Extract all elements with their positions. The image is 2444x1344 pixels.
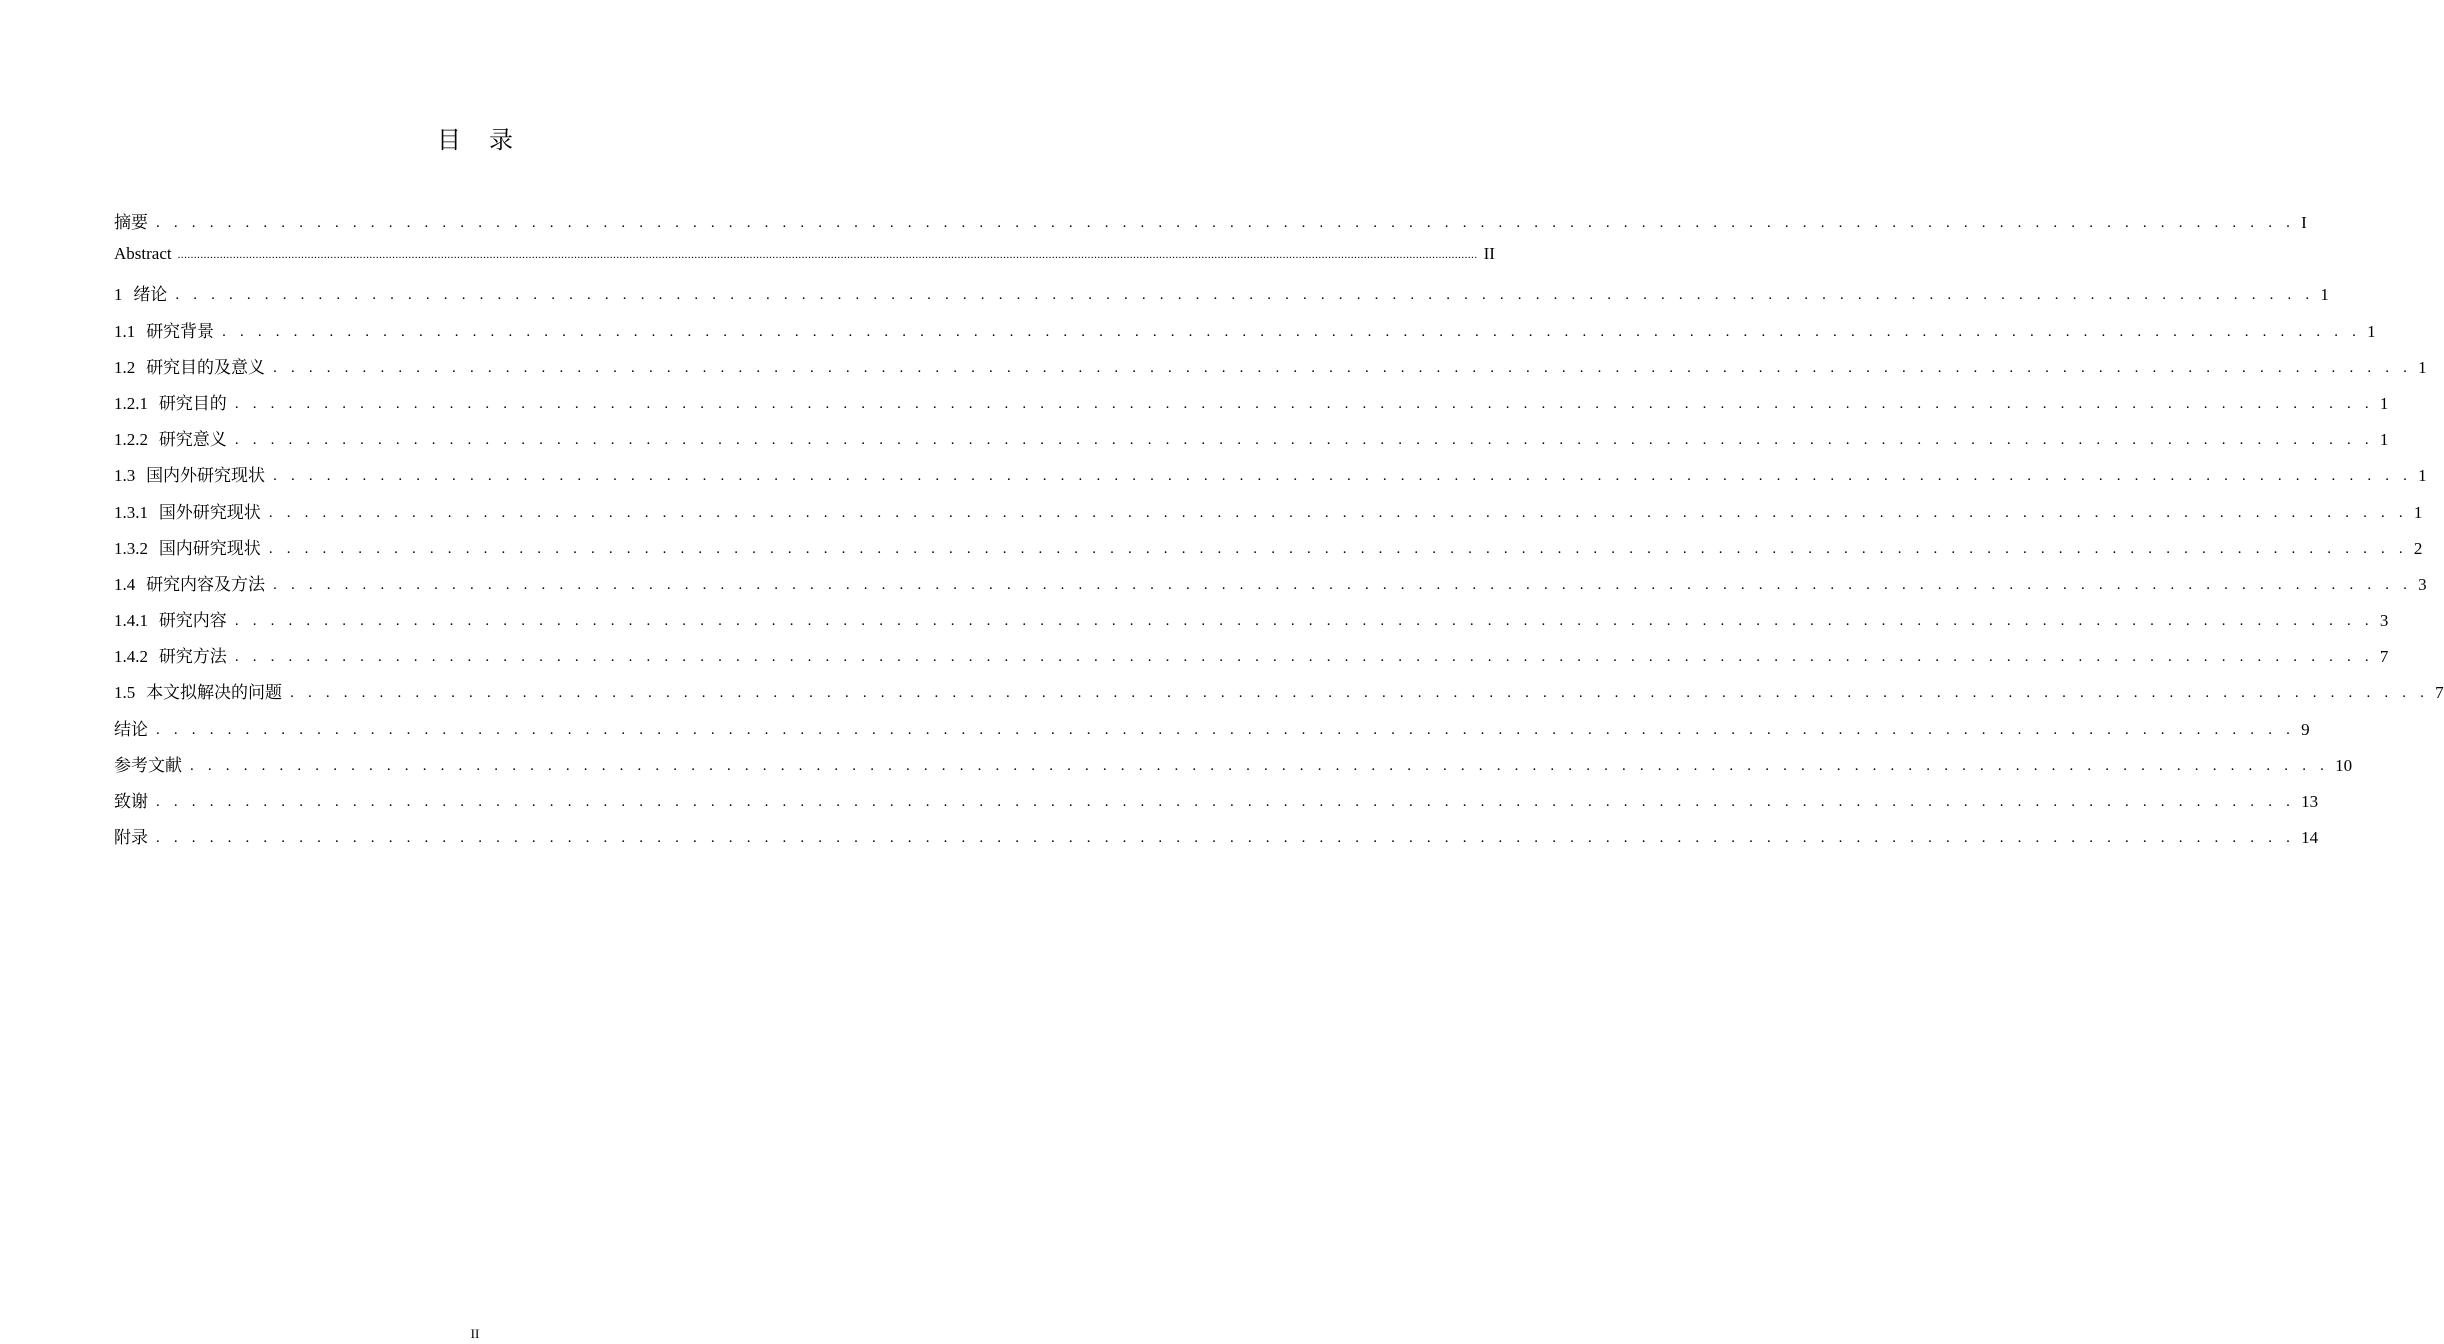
toc-entry-title: 附录 [114,828,148,849]
toc-entry[interactable] [114,534,2423,570]
toc-dot-leader: ................................................................................................................................................................................................................................................................................................................................................................................................................ [177,249,1478,262]
toc-dot-leader: . . . . . . . . . . . . . . . . . . . . . . . . . . . . . . . . . . . . . . . . . . . . . . . . . . . . . . . . . . . . . . . . . . . . . . . . . . . . . . . . . . . . . . . . . . . . . . . . . . . . . . . . . . . . . . . . . . . . . . . . [273,468,2413,485]
toc-entry-title: 研究方法 [158,647,227,668]
toc-dot-leader: . . . . . . . . . . . . . . . . . . . . . . . . . . . . . . . . . . . . . . . . . . . . . . . . . . . . . . . . . . . . . . . . . . . . . . . . . . . . . . . . . . . . . . . . . . . . . . . . . . . . . . . . . . . . . . . . . . . . . . . . [273,576,2413,593]
toc-entry[interactable] [114,244,1495,280]
toc-entry-number: 1.2.1 [114,393,148,413]
toc-entry-page: 14 [2301,828,2319,848]
toc-entry-page: 10 [2335,755,2353,775]
toc-entry-number: 1.3 [114,466,136,486]
toc-entry-label [114,244,172,264]
toc-entry-title: 研究意义 [158,430,227,451]
toc-entry[interactable] [114,317,2376,353]
toc-entry-label [114,534,261,559]
toc-entry-title: 国外研究现状 [158,502,261,523]
toc-dot-leader: . . . . . . . . . . . . . . . . . . . . . . . . . . . . . . . . . . . . . . . . . . . . . . . . . . . . . . . . . . . . . . . . . . . . . . . . . . . . . . . . . . . . . . . . . . . . . . . . . . . . . . . . . . . . . . . . . . . . . . . . [222,323,2362,340]
toc-entry-title: 研究背景 [146,321,215,342]
toc-entry-label [114,317,214,342]
toc-entry-title: 参考文献 [114,755,182,776]
toc-dot-leader: . . . . . . . . . . . . . . . . . . . . . . . . . . . . . . . . . . . . . . . . . . . . . . . . . . . . . . . . . . . . . . . . . . . . . . . . . . . . . . . . . . . . . . . . . . . . . . . . . . . . . . . . . . . . . . . . . . . . . . . . [234,395,2374,412]
toc-entry-title: 研究目的及意义 [146,357,266,378]
toc-entry-page: 2 [2413,538,2423,558]
toc-dot-leader: . . . . . . . . . . . . . . . . . . . . . . . . . . . . . . . . . . . . . . . . . . . . . . . . . . . . . . . . . . . . . . . . . . . . . . . . . . . . . . . . . . . . . . . . . . . . . . . . . . . . . . . . . . . . . . . . . . . . . . . . [290,685,2430,702]
toc-entry[interactable] [114,208,2307,244]
toc-entry-number: 1.4.1 [114,611,148,631]
toc-entry-label [114,642,227,667]
toc-entry[interactable] [114,642,2389,678]
toc-entry-number: 1.2 [114,357,136,377]
toc-entry-title: 摘要 [114,213,148,233]
toc-dot-leader: . . . . . . . . . . . . . . . . . . . . . . . . . . . . . . . . . . . . . . . . . . . . . . . . . . . . . . . . . . . . . . . . . . . . . . . . . . . . . . . . . . . . . . . . . . . . . . . . . . . . . . . . . . . . . . . . . . . . . . . . [273,359,2413,376]
toc-entry-title: 本文拟解决的问题 [146,683,283,704]
toc-entry-label [114,787,148,812]
toc-entry-label [114,353,265,378]
toc-entry-number: 1.4 [114,574,136,594]
page-title [0,120,950,155]
toc-entry-page: 13 [2301,792,2319,811]
toc-entry-page: 3 [2418,574,2427,594]
toc-entry-label [114,751,182,776]
toc-entry-label [114,606,227,631]
title-char-2: 录 [489,126,513,154]
toc-entry-page: 1 [2379,430,2389,450]
toc-entry-title: 研究内容 [158,611,227,632]
toc-entry-label [114,823,148,848]
toc-entry-title: 研究目的 [158,393,227,414]
toc-dot-leader: . . . . . . . . . . . . . . . . . . . . . . . . . . . . . . . . . . . . . . . . . . . . . . . . . . . . . . . . . . . . . . . . . . . . . . . . . . . . . . . . . . . . . . . . . . . . . . . . . . . . . . . . . . . . . . . . . . . . . . . . [234,432,2374,449]
toc-entry[interactable] [114,280,2329,316]
toc-dot-leader: . . . . . . . . . . . . . . . . . . . . . . . . . . . . . . . . . . . . . . . . . . . . . . . . . . . . . . . . . . . . . . . . . . . . . . . . . . . . . . . . . . . . . . . . . . . . . . . . . . . . . . . . . . . . . . . . . . . . . . . . [234,649,2374,666]
toc-dot-leader: . . . . . . . . . . . . . . . . . . . . . . . . . . . . . . . . . . . . . . . . . . . . . . . . . . . . . . . . . . . . . . . . . . . . . . . . . . . . . . . . . . . . . . . . . . . . . . . . . . . . . . . . . . . . . . . . . . . . . . . . [175,287,2315,304]
toc-entry[interactable] [114,570,2427,606]
toc-entry-page: 1 [2418,357,2427,377]
toc-entry-label [114,425,227,450]
toc-entry-page: 1 [2413,502,2423,522]
toc-entry[interactable] [114,353,2427,389]
toc-entry-label [114,678,282,703]
toc-entry-number: 1.3.2 [114,538,148,558]
toc-entry[interactable] [114,606,2389,642]
footer-page-number: II [470,1326,480,1341]
toc-entry-label [114,498,261,523]
toc-entry-title: 绪论 [133,285,168,306]
toc-dot-leader: . . . . . . . . . . . . . . . . . . . . . . . . . . . . . . . . . . . . . . . . . . . . . . . . . . . . . . . . . . . . . . . . . . . . . . . . . . . . . . . . . . . . . . . . . . . . . . . . . . . . . . . . . . . . . . . . . . . . . . . . [156,721,2296,738]
toc-entry[interactable] [114,787,2319,823]
toc-entry-label [114,715,148,740]
toc-entry-title: 结论 [114,719,148,740]
toc-entry-title: 国内外研究现状 [146,466,266,487]
toc-entry-page: 9 [2301,719,2310,739]
toc-entry-title: 致谢 [114,792,148,812]
toc-entry-label [114,208,148,233]
toc-entry-page: 1 [2418,466,2427,486]
toc-entry[interactable] [114,389,2389,425]
toc-entry-number: 1.2.2 [114,430,148,450]
toc-entry-page: II [1483,244,1495,264]
toc-entry[interactable] [114,823,2319,859]
toc-entry-number: 1.3.1 [114,502,148,522]
toc-entry[interactable] [114,751,2353,787]
toc-entry-label [114,570,265,595]
toc-dot-leader: . . . . . . . . . . . . . . . . . . . . . . . . . . . . . . . . . . . . . . . . . . . . . . . . . . . . . . . . . . . . . . . . . . . . . . . . . . . . . . . . . . . . . . . . . . . . . . . . . . . . . . . . . . . . . . . . . . . . . . . . [156,794,2296,810]
toc-entry[interactable] [114,715,2310,751]
toc-entry-page: 1 [2379,393,2389,413]
toc-entry[interactable] [114,498,2423,534]
toc-entry-page: 7 [2435,683,2444,703]
toc-entry[interactable] [114,678,2444,714]
toc-entry-label [114,461,265,486]
toc-entry-page: 1 [2367,321,2376,341]
toc-entry-number: 1.1 [114,321,136,341]
toc-entry-page: 1 [2320,285,2329,305]
toc-entry-title: 研究内容及方法 [146,574,266,595]
toc-entry-title: 国内研究现状 [158,538,261,559]
toc-entry-label [114,389,227,414]
title-char-1: 目 [437,126,461,154]
toc-entry-title: Abstract [114,244,172,264]
toc-entry-number: 1 [114,285,123,305]
toc-entry-label [114,280,167,305]
toc-entry[interactable] [114,461,2427,497]
toc-entry-number: 1.4.2 [114,647,148,667]
toc-dot-leader: . . . . . . . . . . . . . . . . . . . . . . . . . . . . . . . . . . . . . . . . . . . . . . . . . . . . . . . . . . . . . . . . . . . . . . . . . . . . . . . . . . . . . . . . . . . . . . . . . . . . . . . . . . . . . . . . . . . . . . . . [190,757,2330,774]
toc-dot-leader: . . . . . . . . . . . . . . . . . . . . . . . . . . . . . . . . . . . . . . . . . . . . . . . . . . . . . . . . . . . . . . . . . . . . . . . . . . . . . . . . . . . . . . . . . . . . . . . . . . . . . . . . . . . . . . . . . . . . . . . . [234,613,2374,630]
toc-dot-leader: . . . . . . . . . . . . . . . . . . . . . . . . . . . . . . . . . . . . . . . . . . . . . . . . . . . . . . . . . . . . . . . . . . . . . . . . . . . . . . . . . . . . . . . . . . . . . . . . . . . . . . . . . . . . . . . . . . . . . . . . [156,830,2296,847]
toc-dot-leader: . . . . . . . . . . . . . . . . . . . . . . . . . . . . . . . . . . . . . . . . . . . . . . . . . . . . . . . . . . . . . . . . . . . . . . . . . . . . . . . . . . . . . . . . . . . . . . . . . . . . . . . . . . . . . . . . . . . . . . . . [268,504,2408,521]
toc-entry-page: 7 [2379,647,2389,667]
toc-entry-page: 3 [2379,611,2389,631]
toc-entry-number: 1.5 [114,683,136,703]
toc-entry-page: I [2301,213,2307,232]
toc-dot-leader: . . . . . . . . . . . . . . . . . . . . . . . . . . . . . . . . . . . . . . . . . . . . . . . . . . . . . . . . . . . . . . . . . . . . . . . . . . . . . . . . . . . . . . . . . . . . . . . . . . . . . . . . . . . . . . . . . . . . . . . . [268,540,2408,557]
table-of-contents [114,208,2444,859]
toc-dot-leader: . . . . . . . . . . . . . . . . . . . . . . . . . . . . . . . . . . . . . . . . . . . . . . . . . . . . . . . . . . . . . . . . . . . . . . . . . . . . . . . . . . . . . . . . . . . . . . . . . . . . . . . . . . . . . . . . . . . . . . . . [156,215,2296,231]
toc-entry[interactable] [114,425,2389,461]
